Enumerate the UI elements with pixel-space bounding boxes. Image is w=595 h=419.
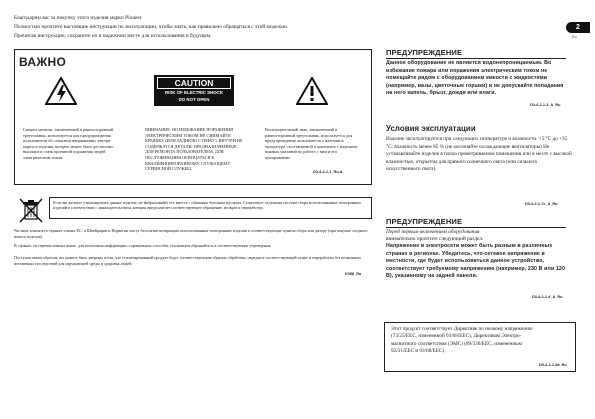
warning-title: ПРЕДУПРЕЖДЕНИЕ [386, 48, 463, 57]
weee-notice-box [49, 197, 372, 219]
section-code: D3-4-2-1-3_A_Ru [530, 103, 561, 107]
weee-paragraph: Частные клиенты в странах-членах ЕС, в Швейцарии и Норвегии могут бесплатно возвращать использованные электронные изделия в соответствующие пункты сбора или дилеру (при покупке сходного нового изделия). [14, 228, 368, 239]
important-title: ВАЖНО [19, 55, 67, 69]
caution-title [157, 77, 231, 89]
operating-conditions-text: Изделие эксплуатируется при следующих температуре и влажности: +5 °C до +35 °C; влажность менее 85 % (не заслоняйте охлаждающие вентиляторы) Не устанавливайте изделие в плохо проветриваемом помещении или в месте с высокой влажностью, открытом для прямого солнечного света (или сильного искусственного света). [386, 136, 572, 173]
caution-description: ВНИМАНИЕ: ВО ИЗБЕЖАНИЕ ПОРАЖЕНИЯ ЭЛЕКТРИЧЕСКИМ ТОКОМ НЕ СНИМАЙТЕ КРЫШКУ (ИЛИ ЗАДНЮЮ СТЕНКУ). ВНУТРИ НЕ СОДЕРЖАТСЯ ДЕТАЛИ, ПРЕДНАЗНАЧЕННЫЕ ДЛЯ РЕМОНТА ПОЛЬЗОВАТЕЛЕМ. ДЛЯ ОБСЛУЖИВАНИЯ ОБРАЩАТЬСЯ К КВАЛИФИЦИРОВАННОМУ СЛУЖАЩЕМУ СЕРВИСНОЙ СЛУЖБЫ. [145, 127, 243, 172]
page-number-badge [566, 22, 590, 33]
intro-line: Прочитав инструкции, сохраните их в надежном месте для использования в будущем. [14, 33, 212, 39]
warning-voltage-intro [386, 229, 572, 243]
warning-voltage-text: Напряжение в электросети может быть разным в различных странах и регионах. Убедитесь, что сетевое напряжение в местности, где будет использоваться данное устройство, соответствует требуемому напряжению (например, 230 В или 120 В), указанному на задней панели. [386, 243, 566, 280]
section-code: D3-4-2-1-9a_Ru [539, 363, 567, 367]
warning-voltage-intro-line: внимательно прочтите следующий раздел. [386, 236, 484, 243]
warning-voltage-intro-line: Перед первым включением оборудования [386, 229, 480, 235]
warning-water-text: Данное оборудование не является водонепроницаемым. Во избежание пожара или поражения электрическим током не помещайте рядом с оборудованием емкости с жидкостями (например, вазы, цветочные горшки) и не допускайте попадания на него капель, брызг, дождя или влаги. [386, 60, 564, 97]
caution-line2: DO NOT OPEN [178, 97, 210, 102]
directive-text: Этот продукт соответствует Директиве по низкому напряжению (73/23/EEC, измененной 93/68/EEC), Директивам Электро-магнитного соответствия (ЭМС) (89/336/EEC, измененным 92/31/EEC и 93/68/EEC). [391, 326, 533, 355]
section-code: D3-4-2-1-1_Ru-A [313, 170, 343, 174]
caution-line1: RISK OF ELECTRIC SHOCK [164, 90, 224, 95]
section-code: D3-4-2-1-7c_A_Ru [525, 202, 558, 206]
weee-notice-text: Если вы желаете утилизировать данное изделие, не выбрасывайте его вместе с обычным бытовым мусором. Существует отдельная система сбора использованных электронных изделий в соответствии с законодательством, которая предполагает соответствующее обращение, возврат и переработку. [53, 200, 362, 211]
crossed-bin-icon [16, 198, 46, 224]
exclamation-warning-icon [296, 77, 328, 105]
intro-text [14, 14, 394, 41]
weee-paragraph: Поступая таким образом, вы можете быть уверены в том, что утилизированный продукт будет соответствующим образом обработан, передан в соответствующий пункт и переработан без возможных негативных последствий для окружающей среды и здоровья людей. [14, 255, 362, 266]
lightning-description: Символ молнии, заключенный в равносторонний треугольник, используется для предупреждения пользователя об «опасном напряжении» внутри корпуса изделия, которое может быть достаточно высоким и стать причиной поражения людей электрическим током. [23, 127, 114, 160]
intro-line: Полностью прочтите настоящие инструкции по эксплуатации, чтобы знать, как правильно обращаться с этой моделью. [14, 24, 289, 30]
operating-conditions-title: Условия эксплуатации [386, 124, 476, 133]
directive-box [384, 322, 576, 372]
caution-label [154, 75, 234, 106]
exclamation-description: Восклицательный знак, заключенный в равносторонний треугольник, используется для предупреждения пользователя о наличии в литературе, поставляемой в комплекте с изделием, важных указаний по работе с ним и его купированию. [265, 127, 359, 160]
page-number: 2 [576, 24, 580, 31]
caution-title-text: CAUTION [174, 78, 214, 88]
weee-paragraph: В странах, не перечисленных выше, для получения информации о правильных способах утилизации обращайтесь в соответствующие учреждения. [14, 243, 272, 248]
section-code: D3-4-2-1-4_A_Ru [532, 295, 563, 299]
lightning-warning-icon [45, 77, 77, 105]
title-rule [386, 227, 566, 228]
intro-line: Благодарим вас за покупку этого изделия марки Pioneer. [14, 15, 143, 21]
title-rule [386, 58, 566, 59]
section-code: K058_Ru [345, 272, 362, 276]
warning-title: ПРЕДУПРЕЖДЕНИЕ [386, 217, 463, 226]
important-box [14, 49, 372, 185]
page-lang: Ru [572, 35, 577, 39]
